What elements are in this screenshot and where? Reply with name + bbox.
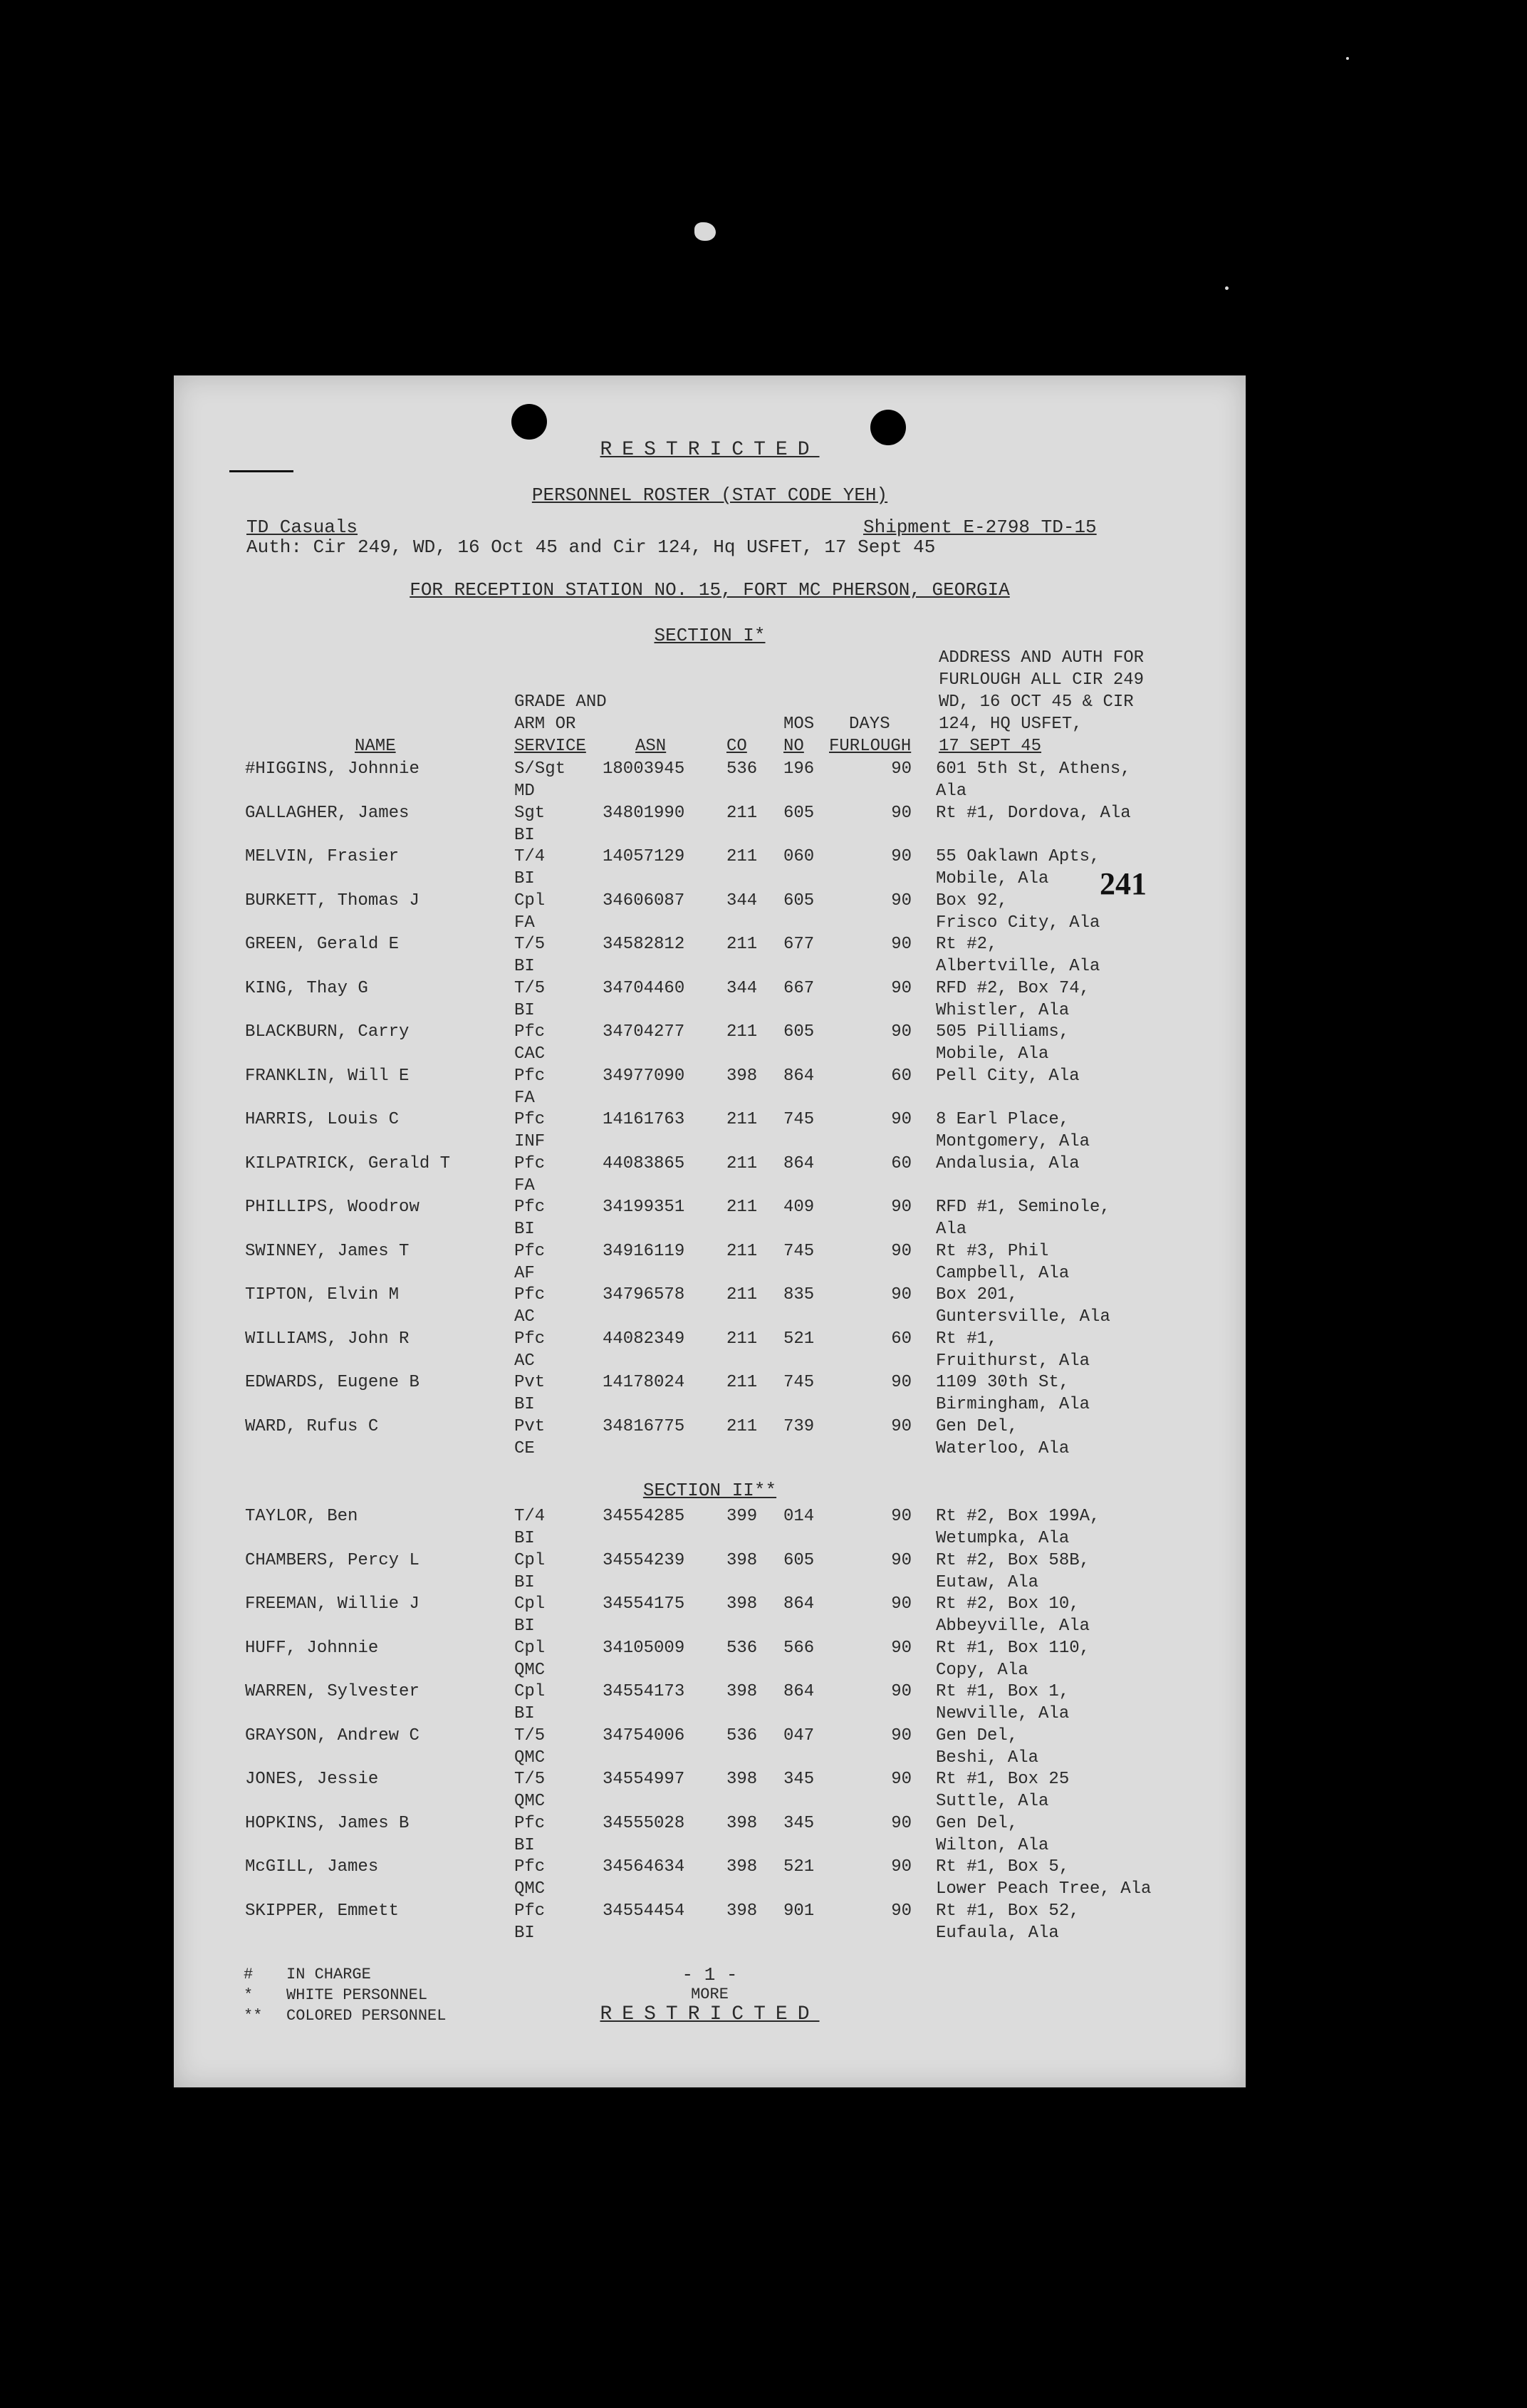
mos-number: 864	[783, 1153, 815, 1173]
mos-number: 739	[783, 1416, 815, 1436]
legend-symbol: #	[244, 1966, 254, 1983]
company: 536	[726, 759, 758, 779]
address-line-2: Birmingham, Ala	[936, 1395, 1090, 1414]
address-line-1: RFD #2, Box 74,	[936, 978, 1090, 998]
col-addr-header-5: 17 SEPT 45	[939, 737, 1042, 756]
arm-or-service: BI	[514, 1529, 535, 1548]
address-line-2: Mobile, Ala	[936, 869, 1049, 888]
arm-or-service: BI	[514, 1572, 535, 1592]
address-line-2: Mobile, Ala	[936, 1044, 1049, 1064]
army-serial-number: 34704277	[603, 1022, 685, 1042]
col-asn-header: ASN	[635, 737, 667, 756]
address-line-1: Rt #1, Dordova, Ala	[936, 803, 1131, 823]
arm-or-service: AC	[514, 1307, 535, 1327]
section-i-title: SECTION I*	[654, 625, 766, 646]
grade: Pfc	[514, 1901, 546, 1921]
grade: Pvt	[514, 1373, 546, 1392]
arm-or-service: BI	[514, 825, 535, 845]
company: 211	[726, 1285, 758, 1304]
grade: Pfc	[514, 1066, 546, 1086]
col-addr-header-2: FURLOUGH ALL CIR 249	[939, 670, 1145, 690]
arm-or-service: BI	[514, 1704, 535, 1723]
furlough-days: 90	[891, 1770, 912, 1789]
army-serial-number: 34554285	[603, 1507, 685, 1526]
roster-row	[174, 1328, 1246, 1372]
arm-or-service: FA	[514, 1176, 535, 1195]
soldier-name: JONES, Jessie	[245, 1770, 379, 1789]
soldier-name: #HIGGINS, Johnnie	[245, 759, 419, 779]
arm-or-service: AC	[514, 1351, 535, 1371]
roster-row	[174, 1371, 1246, 1416]
arm-or-service: AF	[514, 1263, 535, 1283]
company: 211	[726, 847, 758, 866]
soldier-name: SKIPPER, Emmett	[245, 1901, 400, 1921]
col-days-header-1: DAYS	[849, 715, 890, 734]
mos-number: 566	[783, 1638, 815, 1658]
arm-or-service: QMC	[514, 1879, 546, 1899]
roster-row	[174, 1240, 1246, 1285]
company: 344	[726, 978, 758, 998]
army-serial-number: 34199351	[603, 1198, 685, 1217]
address-line-1: Andalusia, Ala	[936, 1153, 1080, 1173]
soldier-name: KING, Thay G	[245, 978, 368, 998]
furlough-days: 60	[891, 1329, 912, 1349]
address-line-1: Rt #1, Box 110,	[936, 1638, 1090, 1658]
army-serial-number: 44082349	[603, 1329, 685, 1349]
address-line-2: Campbell, Ala	[936, 1263, 1070, 1283]
roster-row	[174, 1550, 1246, 1594]
roster-row	[174, 1021, 1246, 1065]
army-serial-number: 34582812	[603, 935, 685, 954]
furlough-days: 90	[891, 1901, 912, 1921]
army-serial-number: 34606087	[603, 891, 685, 910]
company: 211	[726, 935, 758, 954]
grade: Cpl	[514, 1682, 546, 1701]
mos-number: 409	[783, 1198, 815, 1217]
roster-row	[174, 758, 1246, 802]
grade: Pfc	[514, 1329, 546, 1349]
grade: Pfc	[514, 1857, 546, 1877]
army-serial-number: 34754006	[603, 1725, 685, 1745]
army-serial-number: 14057129	[603, 847, 685, 866]
grade: Sgt	[514, 803, 546, 823]
address-line-1: Rt #1, Box 25	[936, 1770, 1070, 1789]
company: 211	[726, 1022, 758, 1042]
address-line-2: Suttle, Ala	[936, 1792, 1049, 1811]
roster-row	[174, 1768, 1246, 1812]
film-speck	[694, 222, 716, 241]
address-line-1: Gen Del,	[936, 1813, 1018, 1833]
mos-number: 667	[783, 978, 815, 998]
legend-symbol: **	[244, 2007, 263, 2025]
army-serial-number: 34554997	[603, 1770, 685, 1789]
soldier-name: GALLAGHER, James	[245, 803, 410, 823]
soldier-name: WILLIAMS, John R	[245, 1329, 410, 1349]
col-addr-header-3: WD, 16 OCT 45 & CIR	[939, 692, 1134, 712]
mos-number: 864	[783, 1594, 815, 1614]
soldier-name: GRAYSON, Andrew C	[245, 1725, 419, 1745]
legend-text: IN CHARGE	[286, 1966, 371, 1983]
unit-label: TD Casuals	[246, 517, 358, 538]
address-line-1: Box 201,	[936, 1285, 1018, 1304]
mos-number: 060	[783, 847, 815, 866]
arm-or-service: BI	[514, 1395, 535, 1414]
address-line-1: Gen Del,	[936, 1725, 1018, 1745]
roster-row	[174, 1109, 1246, 1153]
address-line-2: Beshi, Ala	[936, 1748, 1039, 1768]
roster-row	[174, 1681, 1246, 1725]
soldier-name: HARRIS, Louis C	[245, 1110, 400, 1129]
address-line-1: Rt #2,	[936, 935, 998, 954]
mos-number: 196	[783, 759, 815, 779]
address-line-1: 55 Oaklawn Apts,	[936, 847, 1100, 866]
furlough-days: 90	[891, 1813, 912, 1833]
company: 398	[726, 1901, 758, 1921]
furlough-days: 90	[891, 1285, 912, 1304]
army-serial-number: 34554454	[603, 1901, 685, 1921]
address-line-1: RFD #1, Seminole,	[936, 1198, 1110, 1217]
arm-or-service: BI	[514, 957, 535, 976]
mos-number: 521	[783, 1857, 815, 1877]
furlough-days: 90	[891, 978, 912, 998]
arm-or-service: BI	[514, 1000, 535, 1020]
address-line-1: 505 Pilliams,	[936, 1022, 1070, 1042]
grade: Pfc	[514, 1153, 546, 1173]
address-line-1: Box 92,	[936, 891, 1008, 910]
roster-row	[174, 1593, 1246, 1637]
address-line-2: Newville, Ala	[936, 1704, 1070, 1723]
address-line-2: Lower Peach Tree, Ala	[936, 1879, 1152, 1899]
address-line-1: Rt #1, Box 52,	[936, 1901, 1080, 1921]
address-line-2: Waterloo, Ala	[936, 1438, 1070, 1458]
grade: T/4	[514, 847, 546, 866]
restricted-header: RESTRICTED	[600, 439, 820, 461]
soldier-name: CHAMBERS, Percy L	[245, 1550, 419, 1570]
mos-number: 745	[783, 1110, 815, 1129]
address-line-1: Rt #3, Phil	[936, 1241, 1049, 1261]
address-line-2: Ala	[936, 1220, 967, 1239]
destination-line: FOR RECEPTION STATION NO. 15, FORT MC PHERSON, GEORGIA	[410, 579, 1010, 601]
grade: Pfc	[514, 1285, 546, 1304]
company: 211	[726, 803, 758, 823]
address-line-1: Rt #2, Box 199A,	[936, 1507, 1100, 1526]
address-line-1: 8 Earl Place,	[936, 1110, 1070, 1129]
roster-row	[174, 933, 1246, 977]
arm-or-service: QMC	[514, 1660, 546, 1680]
mos-number: 047	[783, 1725, 815, 1745]
company: 398	[726, 1550, 758, 1570]
address-line-1: Pell City, Ala	[936, 1066, 1080, 1086]
arm-or-service: BI	[514, 1220, 535, 1239]
roster-row	[174, 802, 1246, 846]
army-serial-number: 34796578	[603, 1285, 685, 1304]
punch-hole	[511, 404, 547, 440]
address-line-2: Eufaula, Ala	[936, 1923, 1059, 1943]
page-number: - 1 -	[682, 1964, 738, 1986]
soldier-name: McGILL, James	[245, 1857, 379, 1877]
address-line-1: Rt #1, Box 1,	[936, 1682, 1070, 1701]
furlough-days: 90	[891, 1594, 912, 1614]
address-line-1: Rt #2, Box 10,	[936, 1594, 1080, 1614]
soldier-name: GREEN, Gerald E	[245, 935, 400, 954]
grade: Cpl	[514, 1594, 546, 1614]
roster-row	[174, 1416, 1246, 1460]
mos-number: 745	[783, 1373, 815, 1392]
company: 211	[726, 1373, 758, 1392]
col-name-header: NAME	[355, 737, 396, 756]
company: 211	[726, 1416, 758, 1436]
soldier-name: TAYLOR, Ben	[245, 1507, 358, 1526]
document-title: PERSONNEL ROSTER (STAT CODE YEH)	[531, 484, 888, 506]
address-line-1: Gen Del,	[936, 1416, 1018, 1436]
grade: Pfc	[514, 1198, 546, 1217]
grade: Pvt	[514, 1416, 546, 1436]
soldier-name: WARD, Rufus C	[245, 1416, 379, 1436]
address-line-2: Guntersville, Ala	[936, 1307, 1110, 1327]
company: 398	[726, 1857, 758, 1877]
arm-or-service: BI	[514, 869, 535, 888]
soldier-name: HUFF, Johnnie	[245, 1638, 379, 1658]
arm-or-service: BI	[514, 1616, 535, 1636]
company: 399	[726, 1507, 758, 1526]
mos-number: 864	[783, 1682, 815, 1701]
arm-or-service: QMC	[514, 1748, 546, 1768]
grade: T/5	[514, 935, 546, 954]
army-serial-number: 34977090	[603, 1066, 685, 1086]
furlough-days: 90	[891, 803, 912, 823]
roster-row	[174, 846, 1246, 890]
col-grade-header-2: ARM OR	[514, 715, 576, 734]
soldier-name: WARREN, Sylvester	[245, 1682, 419, 1701]
soldier-name: TIPTON, Elvin M	[245, 1285, 400, 1304]
arm-or-service: FA	[514, 1088, 535, 1108]
margin-mark	[229, 470, 293, 472]
grade: Cpl	[514, 1638, 546, 1658]
arm-or-service: BI	[514, 1835, 535, 1855]
address-line-2: Wilton, Ala	[936, 1835, 1049, 1855]
company: 398	[726, 1594, 758, 1614]
furlough-days: 90	[891, 1416, 912, 1436]
furlough-days: 90	[891, 1022, 912, 1042]
army-serial-number: 34564634	[603, 1857, 685, 1877]
mos-number: 901	[783, 1901, 815, 1921]
address-line-2: Ala	[936, 782, 967, 801]
furlough-days: 60	[891, 1066, 912, 1086]
company: 536	[726, 1725, 758, 1745]
address-line-2: Wetumpka, Ala	[936, 1529, 1070, 1548]
soldier-name: KILPATRICK, Gerald T	[245, 1153, 451, 1173]
mos-number: 605	[783, 803, 815, 823]
mos-number: 345	[783, 1813, 815, 1833]
furlough-days: 90	[891, 1241, 912, 1261]
section-ii-title: SECTION II**	[642, 1480, 777, 1501]
roster-row	[174, 1900, 1246, 1944]
roster-row	[174, 890, 1246, 934]
roster-row	[174, 1153, 1246, 1197]
col-grade-header-1: GRADE AND	[514, 692, 607, 712]
army-serial-number: 34555028	[603, 1813, 685, 1833]
mos-number: 835	[783, 1285, 815, 1304]
col-addr-header-4: 124, HQ USFET,	[939, 715, 1083, 734]
furlough-days: 90	[891, 891, 912, 910]
arm-or-service: CAC	[514, 1044, 546, 1064]
film-speck	[1346, 57, 1349, 60]
army-serial-number: 18003945	[603, 759, 685, 779]
arm-or-service: MD	[514, 782, 535, 801]
army-serial-number: 14178024	[603, 1373, 685, 1392]
grade: T/5	[514, 1770, 546, 1789]
soldier-name: MELVIN, Frasier	[245, 847, 400, 866]
grade: S/Sgt	[514, 759, 566, 779]
army-serial-number: 34554175	[603, 1594, 685, 1614]
mos-number: 605	[783, 1550, 815, 1570]
roster-row	[174, 1505, 1246, 1550]
army-serial-number: 44083865	[603, 1153, 685, 1173]
company: 211	[726, 1153, 758, 1173]
soldier-name: PHILLIPS, Woodrow	[245, 1198, 419, 1217]
soldier-name: BURKETT, Thomas J	[245, 891, 419, 910]
address-line-2: Copy, Ala	[936, 1660, 1028, 1680]
company: 398	[726, 1813, 758, 1833]
soldier-name: SWINNEY, James T	[245, 1241, 410, 1261]
soldier-name: EDWARDS, Eugene B	[245, 1373, 419, 1392]
address-line-1: Rt #1,	[936, 1329, 998, 1349]
address-line-2: Fruithurst, Ala	[936, 1351, 1090, 1371]
film-speck	[1225, 286, 1229, 290]
army-serial-number: 34554173	[603, 1682, 685, 1701]
col-mos-header-2: NO	[783, 737, 804, 756]
roster-row	[174, 1637, 1246, 1681]
col-mos-header-1: MOS	[783, 715, 815, 734]
roster-row	[174, 1065, 1246, 1109]
furlough-days: 90	[891, 1857, 912, 1877]
army-serial-number: 34105009	[603, 1638, 685, 1658]
mos-number: 677	[783, 935, 815, 954]
mos-number: 014	[783, 1507, 815, 1526]
mos-number: 864	[783, 1066, 815, 1086]
grade: Pfc	[514, 1110, 546, 1129]
col-addr-header-1: ADDRESS AND AUTH FOR	[939, 648, 1145, 668]
army-serial-number: 34916119	[603, 1241, 685, 1261]
address-line-2: Eutaw, Ala	[936, 1572, 1039, 1592]
company: 211	[726, 1198, 758, 1217]
roster-row	[174, 977, 1246, 1022]
address-line-1: Rt #1, Box 5,	[936, 1857, 1070, 1877]
address-line-2: Albertville, Ala	[936, 957, 1100, 976]
col-grade-header-3: SERVICE	[514, 737, 586, 756]
mos-number: 345	[783, 1770, 815, 1789]
arm-or-service: CE	[514, 1438, 535, 1458]
col-co-header: CO	[726, 737, 747, 756]
shipment-number: Shipment E-2798 TD-15	[863, 517, 1097, 538]
col-days-header-2: FURLOUGH	[829, 737, 912, 756]
roster-row	[174, 1284, 1246, 1328]
grade: T/5	[514, 978, 546, 998]
mos-number: 521	[783, 1329, 815, 1349]
arm-or-service: FA	[514, 913, 535, 933]
arm-or-service: QMC	[514, 1792, 546, 1811]
mos-number: 605	[783, 1022, 815, 1042]
company: 344	[726, 891, 758, 910]
grade: T/5	[514, 1725, 546, 1745]
address-line-2: Abbeyville, Ala	[936, 1616, 1090, 1636]
roster-row	[174, 1196, 1246, 1240]
arm-or-service: BI	[514, 1923, 535, 1943]
authority-line: Auth: Cir 249, WD, 16 Oct 45 and Cir 124, Hq USFET, 17 Sept 45	[246, 536, 936, 558]
soldier-name: FRANKLIN, Will E	[245, 1066, 410, 1086]
furlough-days: 90	[891, 847, 912, 866]
restricted-footer: RESTRICTED	[600, 2003, 820, 2025]
company: 211	[726, 1110, 758, 1129]
roster-row	[174, 1725, 1246, 1769]
army-serial-number: 34554239	[603, 1550, 685, 1570]
furlough-days: 60	[891, 1153, 912, 1173]
mos-number: 745	[783, 1241, 815, 1261]
address-line-2: Whistler, Ala	[936, 1000, 1070, 1020]
army-serial-number: 34801990	[603, 803, 685, 823]
furlough-days: 90	[891, 1198, 912, 1217]
furlough-days: 90	[891, 759, 912, 779]
furlough-days: 90	[891, 1725, 912, 1745]
mos-number: 605	[783, 891, 815, 910]
company: 398	[726, 1770, 758, 1789]
company: 398	[726, 1066, 758, 1086]
page-stamp-number: 241	[1100, 866, 1147, 901]
furlough-days: 90	[891, 1110, 912, 1129]
company: 211	[726, 1329, 758, 1349]
company: 211	[726, 1241, 758, 1261]
roster-page	[174, 375, 1246, 2087]
legend-text: COLORED PERSONNEL	[286, 2007, 447, 2025]
furlough-days: 90	[891, 935, 912, 954]
arm-or-service: INF	[514, 1132, 546, 1151]
address-line-1: 601 5th St, Athens,	[936, 759, 1131, 779]
furlough-days: 90	[891, 1638, 912, 1658]
grade: Pfc	[514, 1241, 546, 1261]
address-line-1: 1109 30th St,	[936, 1373, 1070, 1392]
army-serial-number: 34816775	[603, 1416, 685, 1436]
address-line-1: Rt #2, Box 58B,	[936, 1550, 1090, 1570]
legend-text: WHITE PERSONNEL	[286, 1986, 428, 2004]
grade: Cpl	[514, 1550, 546, 1570]
army-serial-number: 14161763	[603, 1110, 685, 1129]
furlough-days: 90	[891, 1507, 912, 1526]
soldier-name: BLACKBURN, Carry	[245, 1022, 410, 1042]
company: 536	[726, 1638, 758, 1658]
more-indicator: MORE	[691, 1986, 729, 2003]
company: 398	[726, 1682, 758, 1701]
grade: Pfc	[514, 1813, 546, 1833]
grade: Pfc	[514, 1022, 546, 1042]
grade: T/4	[514, 1507, 546, 1526]
address-line-2: Montgomery, Ala	[936, 1132, 1090, 1151]
furlough-days: 90	[891, 1373, 912, 1392]
soldier-name: FREEMAN, Willie J	[245, 1594, 419, 1614]
grade: Cpl	[514, 891, 546, 910]
army-serial-number: 34704460	[603, 978, 685, 998]
address-line-2: Frisco City, Ala	[936, 913, 1100, 933]
roster-row	[174, 1856, 1246, 1900]
roster-row	[174, 1812, 1246, 1857]
soldier-name: HOPKINS, James B	[245, 1813, 410, 1833]
furlough-days: 90	[891, 1550, 912, 1570]
legend-symbol: *	[244, 1986, 254, 2004]
furlough-days: 90	[891, 1682, 912, 1701]
